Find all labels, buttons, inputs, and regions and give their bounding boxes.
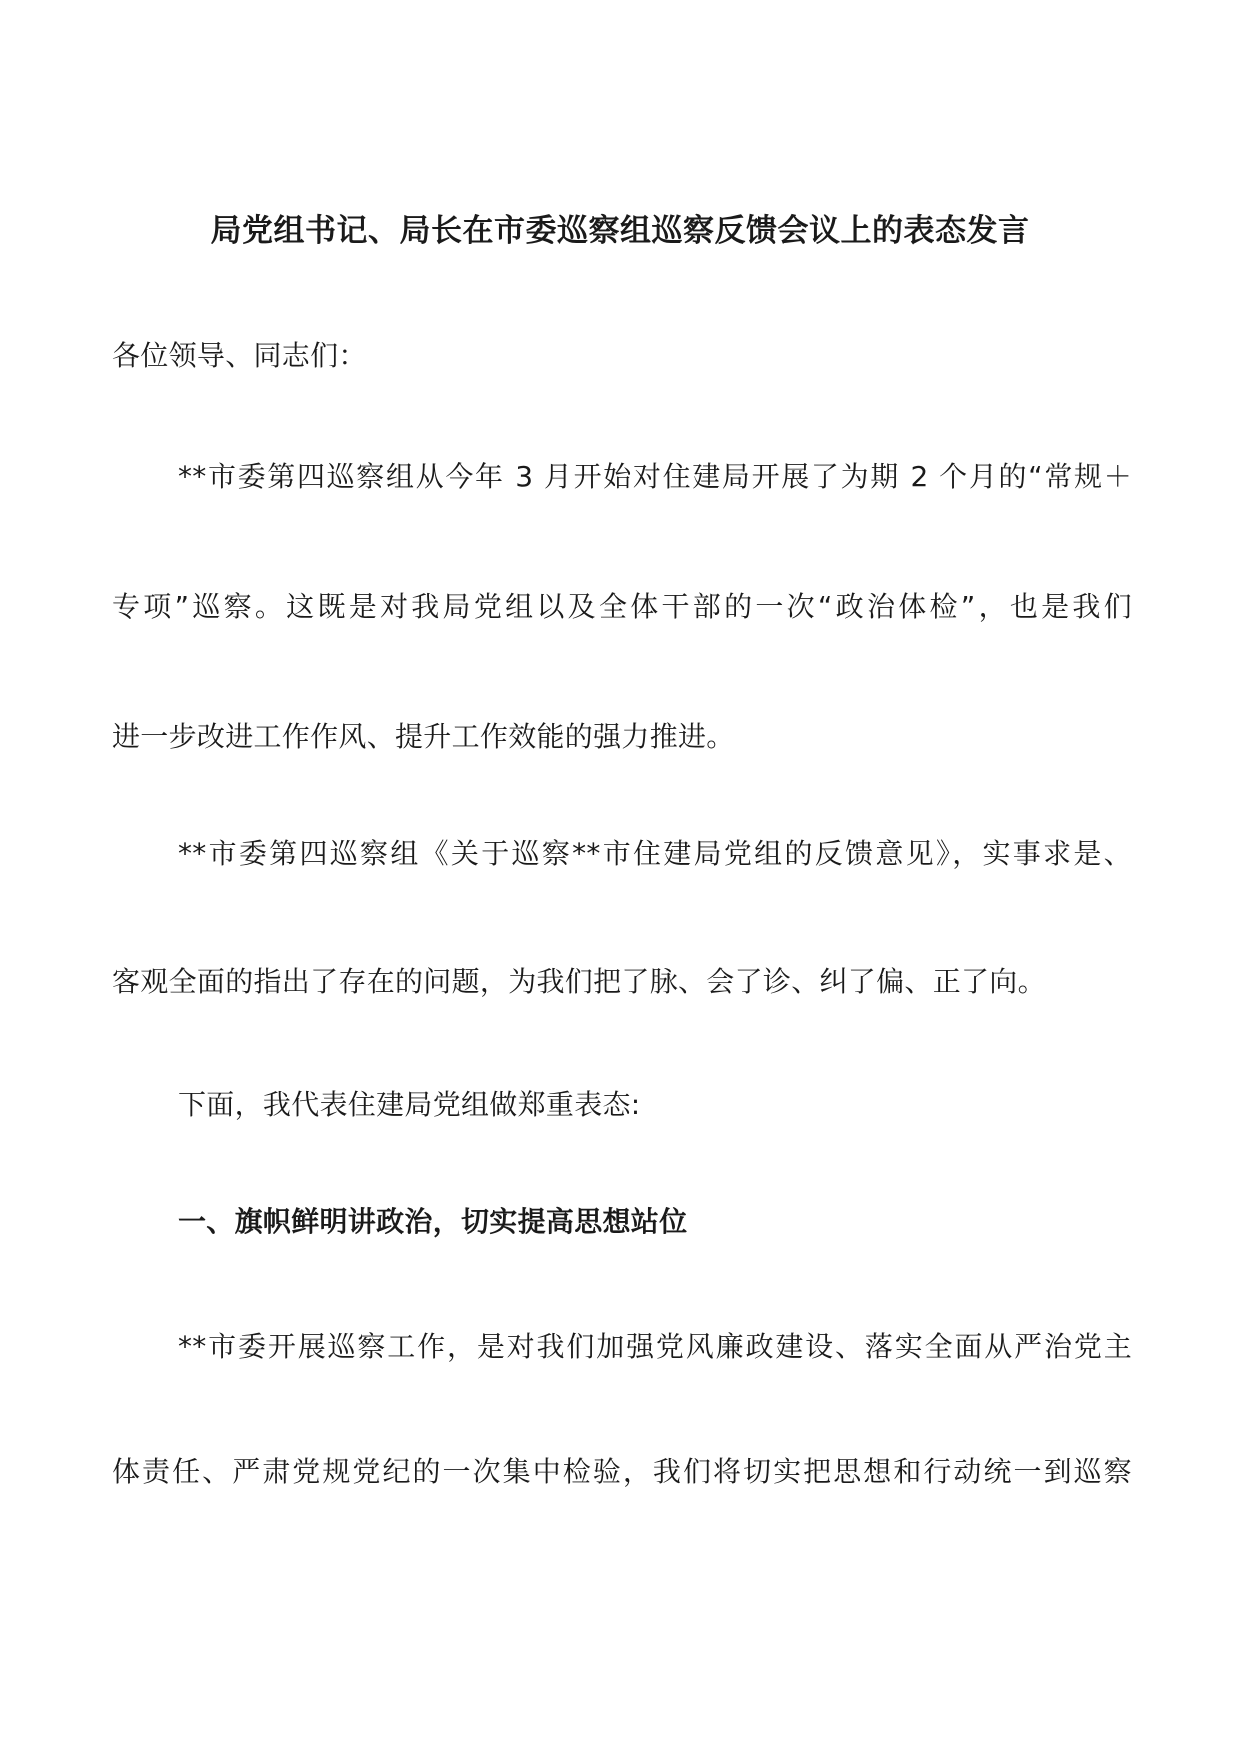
paragraph-line: 专项”巡察。这既是对我局党组以及全体干部的一次“政治体检”，也是我们 xyxy=(112,590,1132,623)
paragraph-line: 体责任、严肃党规党纪的一次集中检验，我们将切实把思想和行动统一到巡察 xyxy=(112,1455,1132,1488)
paragraph-line: **市委开展巡察工作，是对我们加强党风廉政建设、落实全面从严治党主 xyxy=(178,1330,1132,1363)
paragraph-line: **市委第四巡察组从今年 3 月开始对住建局开展了为期 2 个月的“常规＋ xyxy=(178,460,1132,493)
paragraph-line: 客观全面的指出了存在的问题，为我们把了脉、会了诊、纠了偏、正了向。 xyxy=(112,965,1046,998)
section-heading: 一、旗帜鲜明讲政治，切实提高思想站位 xyxy=(178,1205,688,1238)
paragraph-line: 进一步改进工作作风、提升工作效能的强力推进。 xyxy=(112,720,735,753)
salutation: 各位领导、同志们： xyxy=(112,339,367,372)
paragraph-line: **市委第四巡察组《关于巡察**市住建局党组的反馈意见》，实事求是、 xyxy=(178,837,1132,870)
document-title: 局党组书记、局长在市委巡察组巡察反馈会议上的表态发言 xyxy=(210,213,1030,249)
paragraph-line: 下面，我代表住建局党组做郑重表态: xyxy=(178,1088,641,1121)
